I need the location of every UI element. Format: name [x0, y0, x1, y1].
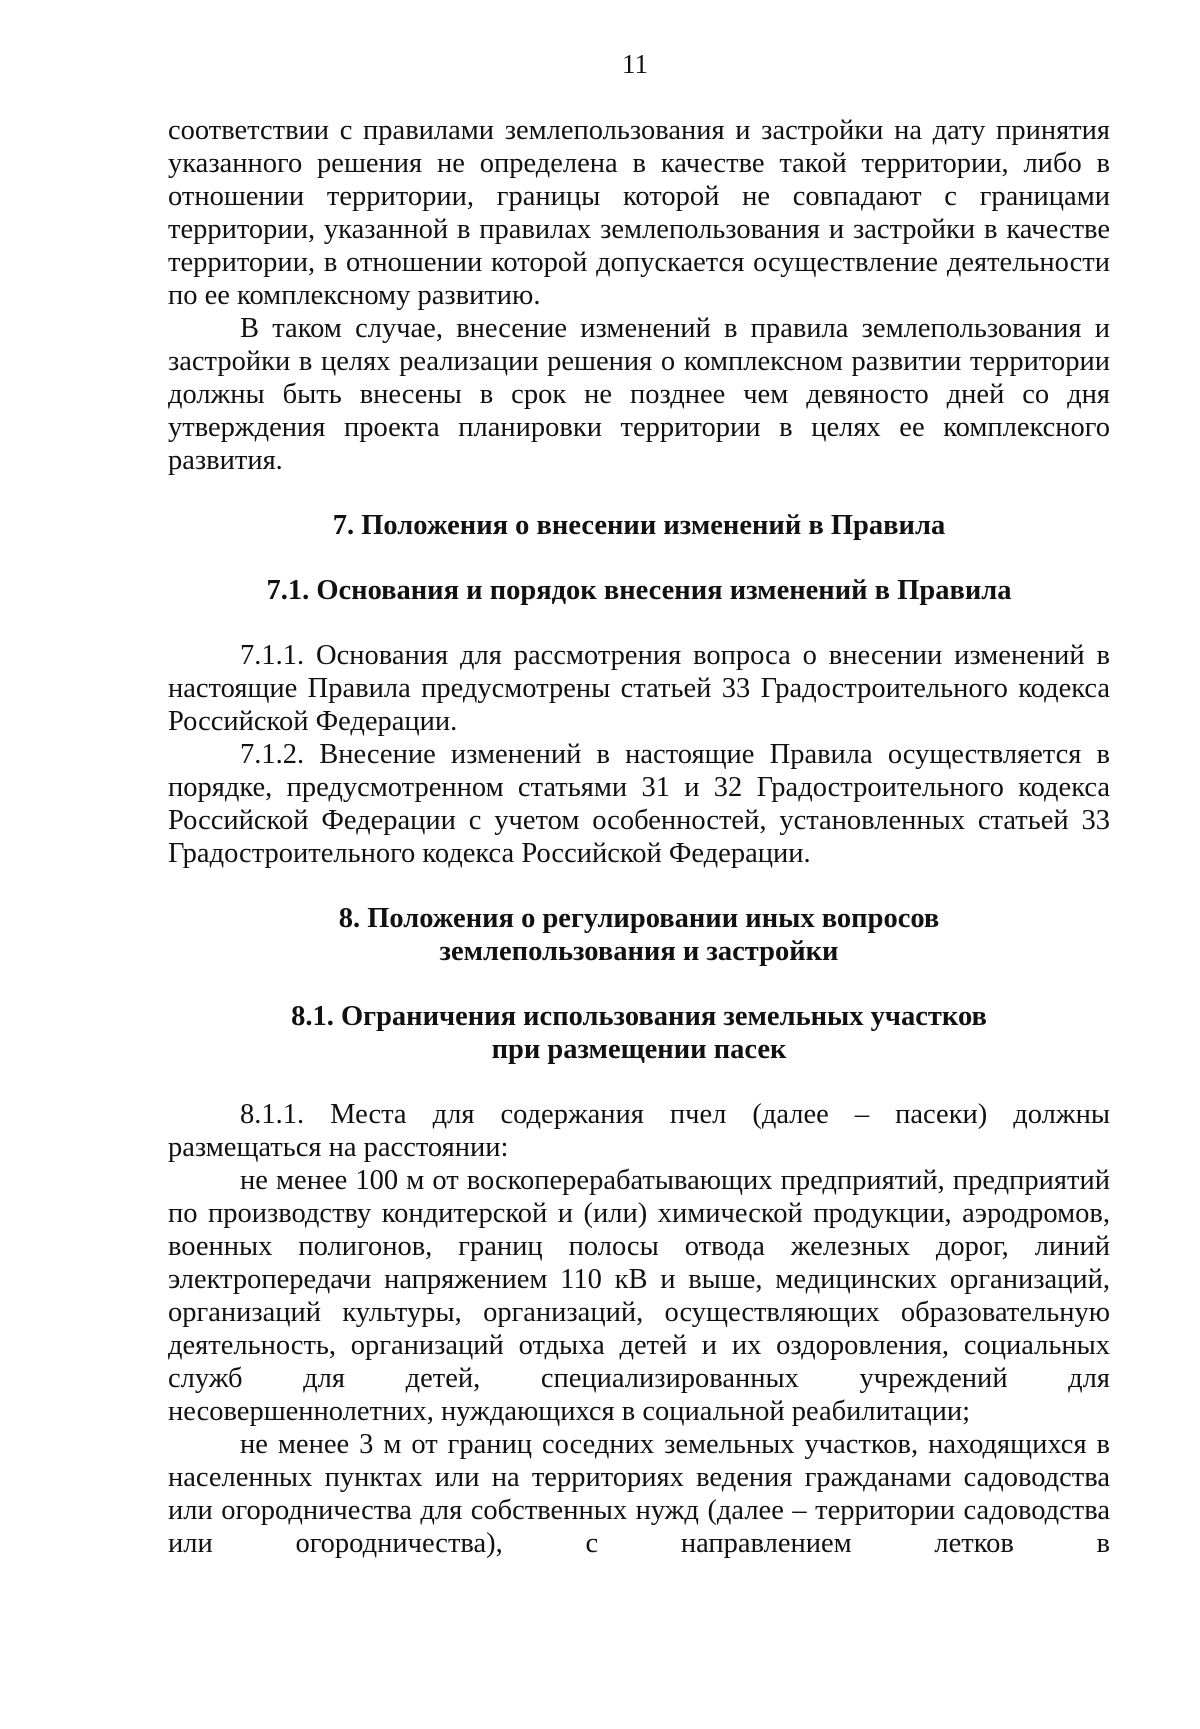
- section-8-title-line1: 8. Положения о регулировании иных вопросов: [338, 903, 940, 934]
- page-number: 11: [622, 49, 648, 79]
- section-8-1-title: [168, 1000, 1110, 1066]
- paragraph-continuation: соответствии с правилами землепользования и застройки на дату принятия указанного решения не определена в качестве такой территории, либо в отношении территории, границы которой не совпадают с границами территории, указанной в правилах землепользования и застройки в качестве территории, в отношении которой допускается осуществление деятельности по ее комплексному развитию.: [168, 115, 1110, 311]
- paragraph-distance-100m: не менее 100 м от воскоперерабатывающих предприятий, предприятий по производству кондитерской и (или) химической продукции, аэродромов, военных полигонов, границ полосы отвода железных дорог, линий электропередачи напряжением 110 кВ и выше, медицинских организаций, организаций культуры, организаций, осуществляющих образовательную деятельность, организаций отдыха детей и их оздоровления, социальных служб для детей, специализированных учреждений для несовершеннолетних, нуждающихся в социальной реабилитации;: [168, 1165, 1110, 1427]
- paragraph-amendment-deadline: В таком случае, внесение изменений в правила землепользования и застройки в целях реализации решения о комплексном развитии территории должны быть внесены в срок не позднее чем девяносто дней со дня утверждения проекта планировки территории в целях ее комплексного развития.: [168, 313, 1110, 476]
- section-7-1-title: 7.1. Основания и порядок внесения изменений в Правила: [266, 575, 1012, 606]
- paragraph-8-1-1: 8.1.1. Места для содержания пчел (далее – пасеки) должны размещаться на расстоянии:: [168, 1099, 1110, 1163]
- paragraph-distance-3m: не менее 3 м от границ соседних земельных участков, находящихся в населенных пунктах или на территориях ведения гражданами садоводства или огородничества для собственных нужд (далее – территории садоводства или огородничества), с направлением летков в: [168, 1429, 1110, 1559]
- section-8-1-title-line1: 8.1. Ограничения использования земельных участков: [291, 1001, 987, 1032]
- paragraph-7-1-2: 7.1.2. Внесение изменений в настоящие Правила осуществляется в порядке, предусмотренном статьями 31 и 32 Градостроительного кодекса Российской Федерации с учетом особенностей, установленных статьей 33 Градостроительного кодекса Российской Федерации.: [168, 739, 1110, 869]
- paragraph-7-1-1: 7.1.1. Основания для рассмотрения вопроса о внесении изменений в настоящие Правила предусмотрены статьей 33 Градостроительного кодекса Российской Федерации.: [168, 640, 1110, 737]
- section-8-title: [168, 902, 1110, 968]
- page-content: [168, 114, 1110, 1560]
- section-7-title: 7. Положения о внесении изменений в Правила: [332, 510, 946, 541]
- section-8-1-title-line2: при размещении пасек: [491, 1034, 787, 1065]
- section-8-title-line2: землепользования и застройки: [439, 936, 839, 967]
